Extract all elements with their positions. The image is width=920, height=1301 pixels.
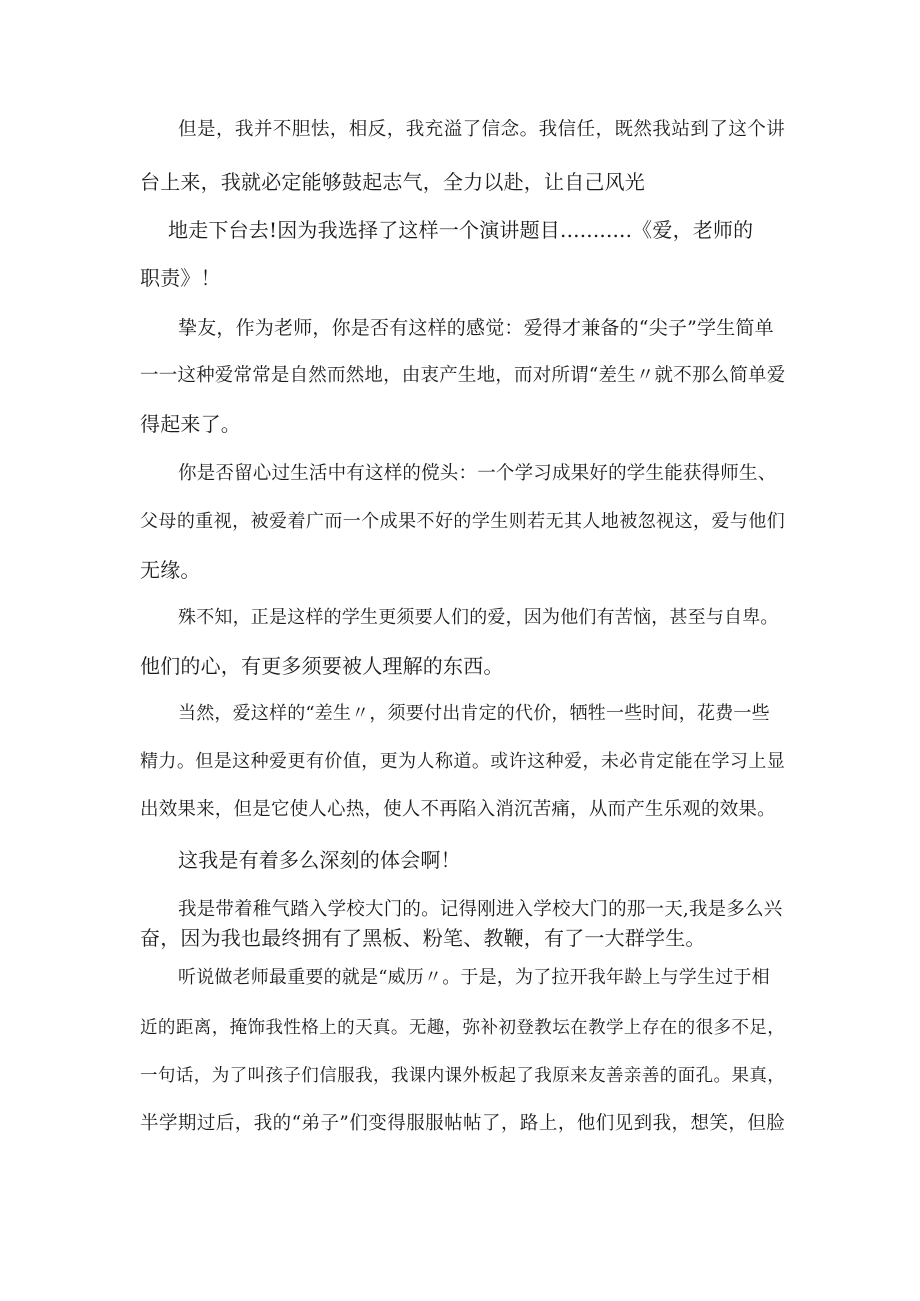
- text-line: 父母的重视，被爱着广而一个成果不好的学生则若无其人地被忽视这，爱与他们: [140, 511, 785, 532]
- text-line: 一句话，为了叫孩子们信服我，我课内课外板起了我原来友善亲善的面孔。果真，: [140, 1066, 785, 1086]
- text-line: 出效果来，但是它使人心热，使人不再陷入消沉苦痛，从而产生乐观的效果。: [140, 799, 776, 820]
- text-line: 奋，因为我也最终拥有了黑板、粉笔、教鞭，有了一大群学生。: [140, 926, 706, 950]
- text-line: 他们的心，有更多须要被人理解的东西。: [140, 654, 504, 678]
- text-line: 挚友，作为老师，你是否有这样的感觉：爱得才兼备的“尖子”学生简单: [178, 317, 774, 339]
- text-line: 我是带着稚气踏入学校大门的。记得刚进入学校大门的那一天,我是多么兴: [178, 899, 783, 920]
- text-line: 得起来了。: [140, 412, 241, 436]
- text-line: 当然，爱这样的“差生〃，须要付出肯定的代价，牺牲一些时间，花费一些: [178, 703, 770, 724]
- text-line: 殊不知，正是这样的学生更须要人们的爱，因为他们有苦恼，甚至与自卑。: [178, 607, 779, 628]
- text-line: 精力。但是这种爱更有价值，更为人称道。或许这种爱，未必肯定能在学习上显: [140, 751, 785, 772]
- text-line: 地走下台去!因为我选择了这样一个演讲题目...........《爱，老师的: [168, 218, 754, 242]
- text-line: 你是否留心过生活中有这样的傥头：一个学习成果好的学生能获得师生、: [178, 463, 777, 484]
- text-line: 近的距离，掩饰我性格上的天真。无趣，弥补初登教坛在教学上存在的很多不足，: [140, 1018, 785, 1038]
- text-line: 一一这种爱常常是自然而然地，由衷产生地，而对所谓“差生〃就不那么简单爱: [140, 365, 786, 386]
- text-line: 台上来，我就必定能够鼓起志气，全力以赴，让自己风光: [140, 170, 645, 194]
- text-line: 听说做老师最重要的就是“威历〃。于是，为了拉开我年龄上与学生过于相: [178, 967, 770, 988]
- text-line: 这我是有着多么深刻的体会啊！: [178, 848, 461, 872]
- text-line: 但是，我并不胆怯，相反，我充溢了信念。我信任，既然我站到了这个讲: [178, 119, 785, 140]
- text-line: 无缘。: [140, 558, 201, 582]
- text-line: 半学期过后，我的“弟子”们变得服服帖帖了，路上，他们见到我，想笑，但脸: [140, 1113, 785, 1134]
- text-line: 职责》！: [140, 266, 221, 290]
